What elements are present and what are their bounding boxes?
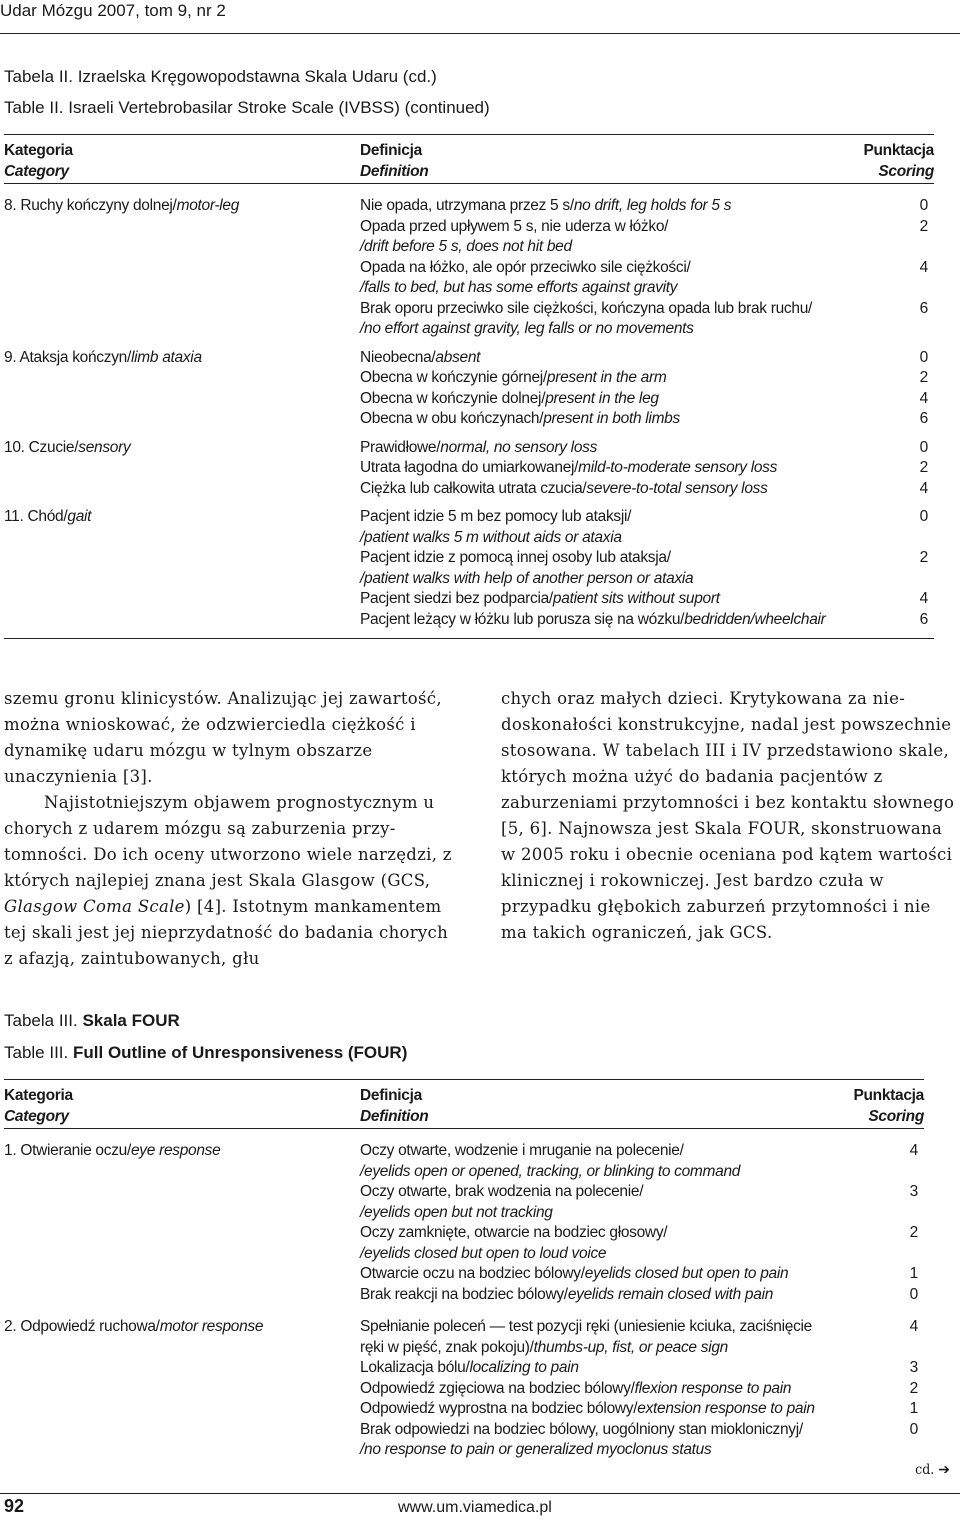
definition-pl: Odpowiedź zgięciowa na bodziec bólowy/ <box>360 1379 635 1397</box>
score-cell: 2 <box>919 549 928 566</box>
definition-pl: Lokalizacja bólu/ <box>360 1359 470 1376</box>
definition-en: /no effort against gravity, leg falls or no movements <box>360 320 694 337</box>
table2-caption-en: Table II. Israeli Vertebrobasilar Stroke Scale (IVBSS) (continued) <box>4 98 490 117</box>
score-cell: 2 <box>909 1379 918 1397</box>
score-cell: 3 <box>909 1359 918 1376</box>
definition-line <box>360 458 934 479</box>
table2-col-category-en: Category <box>4 162 69 180</box>
score-cell: 4 <box>909 1142 918 1159</box>
table2-col-scoring-pl: Punktacja <box>863 142 934 159</box>
definition-en: eyelids remain closed with pain <box>567 1285 774 1303</box>
definition-line <box>360 1162 924 1183</box>
score-cell: 0 <box>909 1285 918 1303</box>
definition-line <box>360 1358 924 1379</box>
score-cell: 1 <box>909 1400 918 1417</box>
definition-en: /falls to bed, but has some efforts against gravity <box>360 279 678 296</box>
category-en: eye response <box>130 1142 221 1159</box>
continued-text: cd. <box>915 1462 935 1478</box>
definition-cell <box>360 507 934 630</box>
definition-line <box>360 1338 924 1359</box>
body-paragraph <box>4 790 459 972</box>
definition-en: /no response to pain or generalized myoclonus status <box>360 1441 712 1458</box>
definition-line <box>360 1182 924 1203</box>
category-cell <box>4 1317 263 1338</box>
category-en: gait <box>67 508 92 525</box>
definition-line <box>360 319 934 340</box>
definition-line <box>360 368 934 389</box>
definition-cell <box>360 348 934 430</box>
category-cell <box>4 1141 220 1162</box>
definition-pl: Prawidłowe/ <box>360 438 441 456</box>
definition-en: eyelids closed but open to pain <box>584 1265 789 1282</box>
score-cell: 6 <box>919 410 928 427</box>
definition-en: patient sits without suport <box>552 590 720 607</box>
table2-col-category-pl: Kategoria <box>4 142 73 159</box>
definition-en: no drift, leg holds for 5 s <box>573 197 732 214</box>
body-text-italic: Glasgow Coma Scale <box>4 897 185 916</box>
definition-en: absent <box>435 348 481 366</box>
definition-en: present in the arm <box>546 369 667 386</box>
category-cell <box>4 348 202 369</box>
category-cell <box>4 196 239 217</box>
definition-line <box>360 409 934 430</box>
definition-en: /patient walks with help of another person or ataxia <box>360 569 694 587</box>
journal-title: Udar Mózgu 2007, tom 9, nr 2 <box>0 1 226 20</box>
definition-en: extension response to pain <box>637 1400 815 1417</box>
definition-pl: Brak reakcji na bodziec bólowy/ <box>360 1285 568 1303</box>
definition-line <box>360 196 934 217</box>
definition-cell <box>360 1317 924 1461</box>
definition-line <box>360 1223 924 1244</box>
body-column-left <box>4 686 459 972</box>
definition-line <box>360 1285 924 1306</box>
score-cell: 4 <box>919 258 928 276</box>
score-cell: 6 <box>919 299 928 317</box>
score-cell: 0 <box>919 438 928 456</box>
definition-pl: Obecna w kończynie górnej/ <box>360 369 547 386</box>
category-pl: 9. Ataksja kończyn/ <box>4 348 131 366</box>
table2-header <box>4 135 934 184</box>
score-cell: 3 <box>909 1183 918 1200</box>
definition-line <box>360 479 934 500</box>
body-text-segment: Najistotniejszym objawem prognostycznym u chorych z udarem mózgu są zaburzenia przytomności. Do ich oceny utworzono wiele narzędzi, z których najlepiej znana jest Skala Glasgow (GCS, <box>4 793 452 890</box>
category-en: limb ataxia <box>130 348 202 366</box>
category-pl: 2. Odpowiedź ruchowa/ <box>4 1318 160 1335</box>
definition-line <box>360 548 934 569</box>
definition-pl: Spełnianie poleceń — test pozycji ręki (uniesienie kciuka, zaciśnięcie <box>360 1318 812 1335</box>
score-cell: 2 <box>919 369 928 386</box>
definition-pl: Oczy otwarte, wodzenie i mruganie na polecenie/ <box>360 1142 684 1159</box>
definition-line <box>360 299 934 320</box>
score-cell: 2 <box>909 1224 918 1241</box>
definition-pl: Odpowiedź wyprostna na bodziec bólowy/ <box>360 1400 638 1417</box>
category-pl: 1. Otwieranie oczu/ <box>4 1142 131 1159</box>
score-cell: 4 <box>919 389 928 407</box>
header-rule <box>0 33 960 34</box>
definition-line <box>360 217 934 238</box>
score-cell: 0 <box>919 348 928 366</box>
definition-line <box>360 569 934 590</box>
continued-marker <box>915 1462 950 1478</box>
table3-col-scoring-pl: Punktacja <box>853 1087 924 1104</box>
category-cell <box>4 507 91 528</box>
definition-line <box>360 1420 924 1441</box>
score-cell: 0 <box>919 508 928 525</box>
definition-en: present in the leg <box>545 389 659 407</box>
footer-url: www.um.viamedica.pl <box>398 1499 552 1516</box>
category-pl: 11. Chód/ <box>4 508 68 525</box>
arrow-right-icon: ➔ <box>938 1462 950 1478</box>
body-paragraph: chych oraz małych dzieci. Krytykowana za niedoskonałości konstrukcyjne, nadal jest powszechnie stosowana. W tabelach III i IV przedstawiono skale, których można użyć do badania pacjentów z zaburzeniami przytomności i bez kontaktu słownego [5, 6]. Najnowsza jest Skala FOUR, skonstruowana w 2005 roku i obecnie oceniana pod kątem wartości klinicznej i rokowniczej. Jest bardzo czuła w przypadku głębokich zaburzeń przytomności i nie ma takich ograniczeń, jak GCS. <box>501 689 955 942</box>
definition-en: /patient walks 5 m without aids or ataxia <box>360 528 622 546</box>
definition-pl: Utrata łagodna do umiarkowanej/ <box>360 459 579 476</box>
definition-pl: ręki w pięść, znak pokoju)/ <box>360 1338 534 1356</box>
definition-pl: Pacjent idzie 5 m bez pomocy lub ataksji/ <box>360 508 632 525</box>
definition-line <box>360 1141 924 1162</box>
table2-body <box>4 184 934 639</box>
definition-line <box>360 1203 924 1224</box>
score-cell: 2 <box>919 217 928 235</box>
table3-col-definition-pl: Definicja <box>360 1087 422 1104</box>
score-cell: 4 <box>909 1318 918 1335</box>
definition-en: present in both limbs <box>543 410 680 427</box>
table-row <box>4 348 934 430</box>
definition-pl: Opada przed upływem 5 s, nie uderza w łóżko/ <box>360 217 669 235</box>
definition-pl: Obecna w kończynie dolnej/ <box>360 389 546 407</box>
definition-cell <box>360 438 934 500</box>
definition-pl: Pacjent idzie z pomocą innej osoby lub ataksja/ <box>360 549 671 566</box>
definition-en: flexion response to pain <box>634 1379 792 1397</box>
definition-line <box>360 528 934 549</box>
category-pl: 10. Czucie/ <box>4 438 79 456</box>
table3-header <box>4 1080 924 1129</box>
table3-col-scoring-en: Scoring <box>868 1107 924 1125</box>
definition-pl: Pacjent siedzi bez podparcia/ <box>360 590 553 607</box>
definition-line <box>360 348 934 369</box>
table3-caption-pl <box>4 1010 180 1032</box>
table2-col-definition-en: Definition <box>360 162 429 180</box>
category-cell <box>4 438 130 459</box>
caption-title: Full Outline of Unresponsiveness (FOUR) <box>73 1043 408 1062</box>
category-en: motor response <box>159 1318 264 1335</box>
table-row <box>4 1317 924 1461</box>
score-cell: 0 <box>909 1420 918 1438</box>
table3-caption-en <box>4 1042 407 1064</box>
table3-col-definition-en: Definition <box>360 1107 429 1125</box>
definition-line <box>360 507 934 528</box>
score-cell: 4 <box>919 590 928 607</box>
definition-line <box>360 438 934 459</box>
table2-caption-pl: Tabela II. Izraelska Kręgowopodstawna Skala Udaru (cd.) <box>4 67 437 86</box>
definition-line <box>360 610 934 631</box>
table3-body <box>4 1129 924 1461</box>
definition-pl: Nie opada, utrzymana przez 5 s/ <box>360 197 574 214</box>
category-en: motor-leg <box>176 197 240 214</box>
definition-en: normal, no sensory loss <box>440 438 598 456</box>
definition-en: bedridden/wheelchair <box>684 610 826 628</box>
table-row <box>4 507 934 630</box>
definition-pl: Nieobecna/ <box>360 348 436 366</box>
definition-en: /eyelids closed but open to loud voice <box>360 1244 607 1262</box>
definition-line <box>360 278 934 299</box>
table3-col-category-en: Category <box>4 1107 69 1125</box>
journal-header <box>0 0 960 38</box>
table2-col-definition-pl: Definicja <box>360 142 422 159</box>
score-cell: 1 <box>909 1265 918 1282</box>
definition-line <box>360 1244 924 1265</box>
table-row <box>4 1141 924 1305</box>
body-column-right <box>501 686 956 946</box>
definition-pl: Otwarcie oczu na bodziec bólowy/ <box>360 1265 585 1282</box>
table3 <box>4 1079 924 1461</box>
definition-line <box>360 1399 924 1420</box>
definition-en: localizing to pain <box>469 1359 579 1376</box>
definition-cell <box>360 1141 924 1305</box>
definition-en: /drift before 5 s, does not hit bed <box>360 238 572 255</box>
definition-line <box>360 1379 924 1400</box>
definition-pl: Brak odpowiedzi na bodziec bólowy, uogólniony stan mioklonicznyj/ <box>360 1420 803 1438</box>
definition-line <box>360 237 934 258</box>
footer-rule <box>0 1493 960 1494</box>
definition-en: severe-to-total sensory loss <box>586 479 768 497</box>
definition-cell <box>360 196 934 340</box>
category-pl: 8. Ruchy kończyny dolnej/ <box>4 197 177 214</box>
table2-col-scoring-en: Scoring <box>878 162 934 180</box>
definition-en: /eyelids open but not tracking <box>360 1203 553 1221</box>
body-text-segment: ) [4]. Istotnym mankamentem tej skali jest jej nieprzydatność do badania chorych z afazją, zaintubowanych, głu <box>4 897 449 968</box>
definition-line <box>360 1317 924 1338</box>
caption-prefix: Table III. <box>4 1043 69 1062</box>
definition-en: thumbs-up, fist, or peace sign <box>533 1338 728 1356</box>
score-cell: 6 <box>919 610 928 628</box>
definition-pl: Pacjent leżący w łóżku lub porusza się na wózku/ <box>360 610 685 628</box>
page-number: 92 <box>4 1496 25 1516</box>
table2 <box>4 134 934 639</box>
score-cell: 4 <box>919 479 928 497</box>
score-cell: 2 <box>919 459 928 476</box>
definition-pl: Oczy zamknięte, otwarcie na bodziec głosowy/ <box>360 1224 668 1241</box>
definition-line <box>360 1440 924 1461</box>
definition-line <box>360 389 934 410</box>
definition-pl: Opada na łóżko, ale opór przeciwko sile ciężkości/ <box>360 258 691 276</box>
score-cell: 0 <box>919 197 928 214</box>
definition-pl: Obecna w obu kończynach/ <box>360 410 544 427</box>
definition-en: mild-to-moderate sensory loss <box>578 459 778 476</box>
definition-pl: Oczy otwarte, brak wodzenia na polecenie/ <box>360 1183 644 1200</box>
table-row <box>4 438 934 500</box>
definition-pl: Ciężka lub całkowita utrata czucia/ <box>360 479 587 497</box>
table3-col-category-pl: Kategoria <box>4 1087 73 1104</box>
table-row <box>4 196 934 340</box>
body-paragraph: szemu gronu klinicystów. Analizując jej zawartość, można wnioskować, że odzwierciedla ciężkość i dynamikę udaru mózgu w tylnym obszarze unaczynienia [3]. <box>4 689 442 786</box>
caption-prefix: Tabela III. <box>4 1011 78 1030</box>
definition-line <box>360 1264 924 1285</box>
definition-line <box>360 258 934 279</box>
caption-title: Skala FOUR <box>82 1011 180 1030</box>
category-en: sensory <box>78 438 131 456</box>
definition-line <box>360 589 934 610</box>
definition-en: /eyelids open or opened, tracking, or blinking to command <box>360 1162 741 1180</box>
definition-pl: Brak oporu przeciwko sile ciężkości, kończyna opada lub brak ruchu/ <box>360 299 813 317</box>
